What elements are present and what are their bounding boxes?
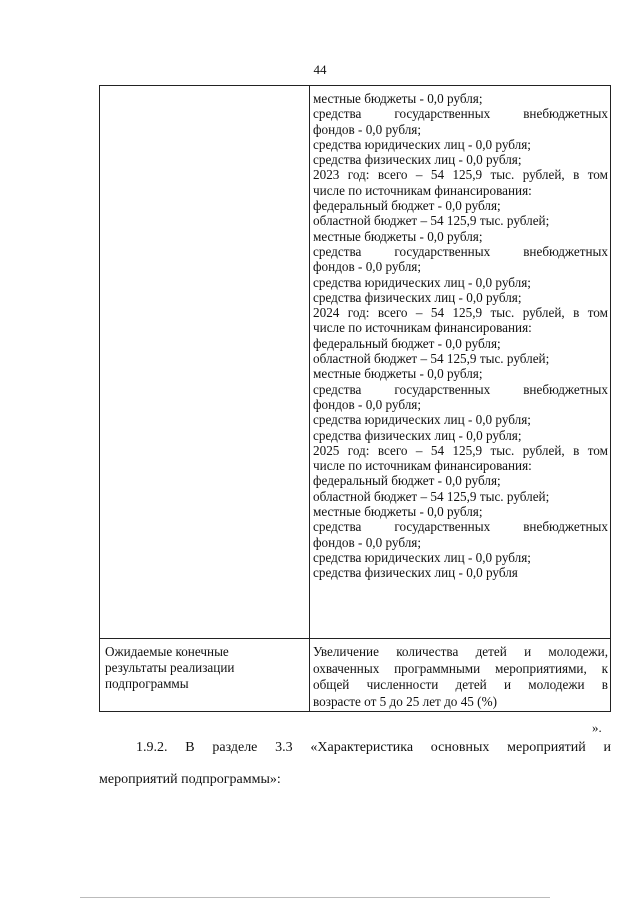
financing-line: 2024 год: всего – 54 125,9 тыс. рублей, в том [313, 305, 608, 321]
expected-results-value-cell [313, 644, 608, 710]
paragraph-line-2: мероприятий подпрограммы»: [99, 772, 281, 787]
column-divider [309, 86, 310, 711]
financing-line: областной бюджет – 54 125,9 тыс. рублей; [313, 351, 550, 367]
financing-line: числе по источникам финансирования: [313, 320, 532, 336]
financing-line: числе по источникам финансирования: [313, 458, 532, 474]
results-value-line: Увеличение количества детей и молодежи, [313, 644, 608, 659]
paragraph-line-1: 1.9.2. В разделе 3.3 «Характеристика основных мероприятий и [136, 740, 611, 755]
financing-line: федеральный бюджет - 0,0 рубля; [313, 473, 501, 489]
financing-line: областной бюджет – 54 125,9 тыс. рублей; [313, 488, 550, 504]
financing-line: средства физических лиц - 0,0 рубля [313, 565, 518, 581]
page-number: 44 [313, 62, 327, 77]
financing-line: средства юридических лиц - 0,0 рубля; [313, 412, 531, 428]
results-value-line: возрасте от 5 до 25 лет до 45 (%) [313, 693, 497, 709]
financing-line: федеральный бюджет - 0,0 рубля; [313, 198, 501, 214]
closing-quote: ». [592, 720, 602, 735]
financing-line: средства государственных внебюджетных [313, 381, 608, 397]
financing-line: средства физических лиц - 0,0 рубля; [313, 152, 522, 168]
financing-sources-cell [313, 91, 608, 581]
financing-line: фондов - 0,0 рубля; [313, 534, 422, 550]
results-label-line: подпрограммы [105, 676, 189, 691]
expected-results-label-cell [105, 644, 303, 692]
financing-line: средства юридических лиц - 0,0 рубля; [313, 274, 531, 290]
financing-line: местные бюджеты - 0,0 рубля; [313, 228, 483, 244]
financing-line: средства государственных внебюджетных [313, 243, 608, 259]
row-divider [100, 638, 610, 639]
financing-line: местные бюджеты - 0,0 рубля; [313, 91, 483, 106]
financing-line: числе по источникам финансирования: [313, 182, 532, 198]
financing-line: средства юридических лиц - 0,0 рубля; [313, 136, 531, 152]
results-value-line: общей численности детей и молодежи в [313, 677, 608, 692]
financing-line: местные бюджеты - 0,0 рубля; [313, 504, 483, 520]
financing-table [99, 85, 611, 712]
financing-line: средства государственных внебюджетных [313, 519, 608, 535]
financing-line: 2025 год: всего – 54 125,9 тыс. рублей, в том [313, 442, 608, 458]
financing-line: средства физических лиц - 0,0 рубля; [313, 289, 522, 305]
results-value-line: охваченных программными мероприятиями, к [313, 660, 608, 676]
financing-line: средства юридических лиц - 0,0 рубля; [313, 549, 531, 565]
financing-line: средства государственных внебюджетных [313, 106, 608, 122]
financing-line: 2023 год: всего – 54 125,9 тыс. рублей, в том [313, 167, 608, 183]
results-label-line: результаты реализации [105, 660, 235, 675]
financing-line: средства физических лиц - 0,0 рубля; [313, 427, 522, 443]
financing-line: местные бюджеты - 0,0 рубля; [313, 366, 483, 382]
financing-line: фондов - 0,0 рубля; [313, 259, 422, 275]
results-label-line: Ожидаемые конечные [105, 644, 229, 659]
financing-line: областной бюджет – 54 125,9 тыс. рублей; [313, 213, 550, 229]
financing-line: фондов - 0,0 рубля; [313, 396, 422, 412]
bottom-scan-edge [80, 897, 550, 898]
financing-line: фондов - 0,0 рубля; [313, 121, 422, 137]
financing-line: федеральный бюджет - 0,0 рубля; [313, 335, 501, 351]
